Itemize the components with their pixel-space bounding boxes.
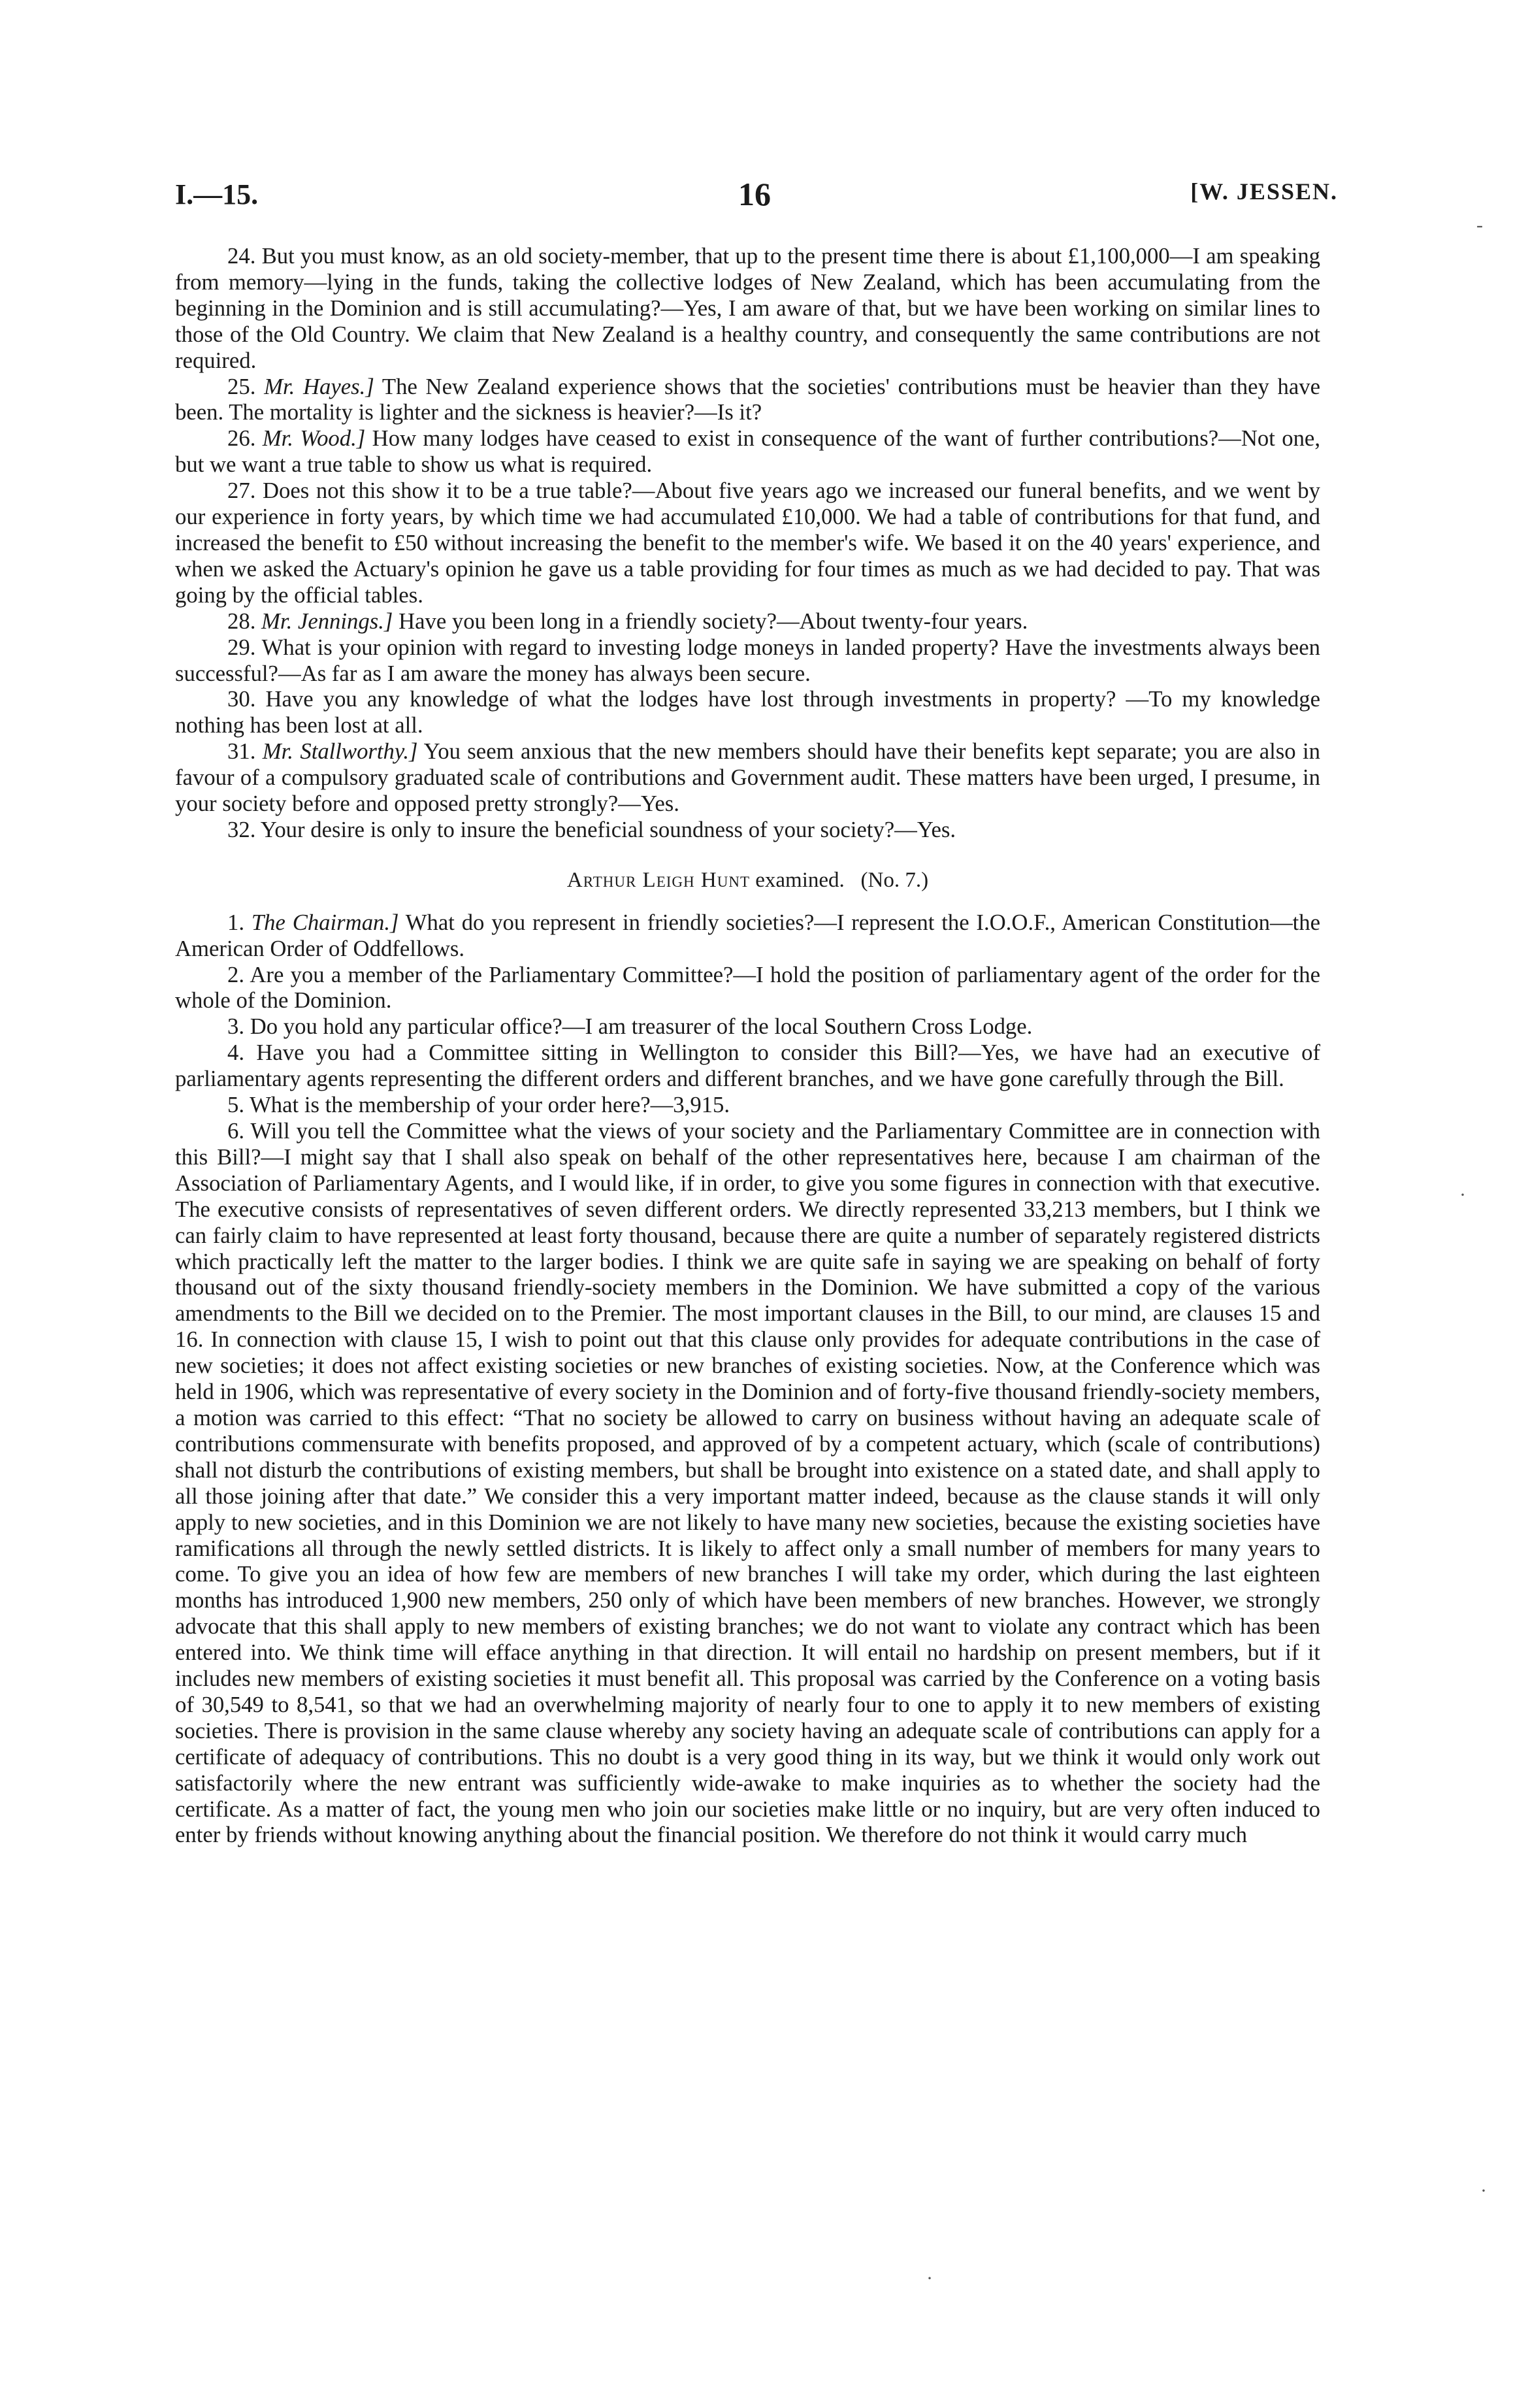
witness-number: (No. 7.) xyxy=(860,868,929,892)
question-paragraph-25: 25. Mr. Hayes.] The New Zealand experience shows that the societies' contributions must be heavier than they have been. The mortality is lighter and the sickness is heavier?—Is it? xyxy=(175,373,1321,425)
speaker-name: Mr. Stallworthy.] xyxy=(262,738,418,765)
page-number: 16 xyxy=(738,176,771,212)
question-paragraph-29: 29. What is your opinion with regard to investing lodge moneys in landed property? Have the investments always been successful?—As far as I am aware the money has always been secure. xyxy=(175,634,1321,686)
scan-speck: · xyxy=(1480,2180,1487,2202)
question-paragraph-4: 4. Have you had a Committee sitting in Wellington to consider this Bill?—Yes, we have had an executive of parliamentary agents representing the different orders and different branches, and we have gone carefully through the Bill. xyxy=(175,1040,1320,1092)
speaker-name: Mr. Wood.] xyxy=(262,425,366,452)
question-paragraph-27: 27. Does not this show it to be a true table?—About five years ago we increased our funeral benefits, and we went by our experience in forty years, by which time we had accumulated £10,000. We had a table of contributions for that fund, and increased the benefit to £50 without increasing the benefit to the member's wife. We based it on the 40 years' experience, and when we asked the Actuary's opinion he gave us a table providing for four times as much as we had decided to pay. That was going by the official tables. xyxy=(175,478,1320,608)
witness-name-header: [W. JESSEN. xyxy=(1190,178,1338,205)
question-paragraph-24: 24. But you must know, as an old society-member, that up to the present time there is about £1,100,000—I am speaking from memory—lying in the funds, taking the collective lodges of New Zealand, which has been accumulating from the beginning in the Dominion and is still accumulating?—Yes, I am aware of that, but we have been working on similar lines to those of the Old Country. We claim that New Zealand is a healthy country, and consequently the same contributions are not required. xyxy=(175,243,1321,373)
question-paragraph-26: 26. Mr. Wood.] How many lodges have ceased to exist in consequence of the want of further contributions?—Not one, but we want a true table to show us what is required. xyxy=(175,425,1321,478)
document-body xyxy=(175,243,1320,1848)
running-header xyxy=(175,167,1338,220)
section-heading: Arthur Leigh Hunt examined. (No. 7.) xyxy=(566,868,929,892)
question-paragraph-31: 31. Mr. Stallworthy.] You seem anxious that the new members should have their benefits kept separate; you are also in favour of a compulsory graduated scale of contributions and Government audit. These matters have been urged, I presume, in your society before and opposed pretty strongly?—Yes. xyxy=(175,738,1321,817)
paper-reference: I.—15. xyxy=(175,178,259,210)
scan-speck: · xyxy=(926,2268,933,2289)
question-paragraph-5: 5. What is the membership of your order here?—3,915. xyxy=(227,1092,730,1118)
question-paragraph-32: 32. Your desire is only to insure the beneficial soundness of your society?—Yes. xyxy=(227,816,956,842)
question-paragraph-2: 2. Are you a member of the Parliamentary Committee?—I hold the position of parliamentary agent of the order for the whole of the Dominion. xyxy=(175,961,1320,1014)
question-paragraph-30: 30. Have you any knowledge of what the lodges have lost through investments in property? —To my knowledge nothing has been lost at all. xyxy=(175,686,1321,738)
scan-speck: - xyxy=(1476,214,1483,236)
speaker-name: Mr. Hayes.] xyxy=(264,373,374,399)
question-paragraph-3: 3. Do you hold any particular office?—I am treasurer of the local Southern Cross Lodge. xyxy=(227,1014,1033,1040)
scan-speck: · xyxy=(1459,1184,1466,1206)
speaker-name: The Chairman.] xyxy=(251,909,399,935)
question-paragraph-28: 28. Mr. Jennings.] Have you been long in a friendly society?—About twenty-four years. xyxy=(227,608,1028,634)
witness-name: Arthur Leigh Hunt xyxy=(566,868,750,892)
question-paragraph-1: 1. The Chairman.] What do you represent in friendly societies?—I represent the I.O.O.F., American Constitution—the American Order of Oddfellows. xyxy=(175,909,1321,961)
question-paragraph-6: 6. Will you tell the Committee what the views of your society and the Parliamentary Committee are in connection with this Bill?—I might say that I shall also speak on behalf of the other representatives here, because I am chairman of the Association of Parliamentary Agents, and I would like, if in order, to give you some figures in connection with that executive. The executive consists of representatives of seven different orders. We directly represented 33,213 members, but I think we can fairly claim to have represented at least forty thousand, because there are quite a number of separately registered districts which practically left the matter to the larger bodies. I think we are quite safe in saying we are speaking on behalf of forty thousand out of the sixty thousand friendly-society members in the Dominion. We have submitted a copy of the various amendments to the Bill we decided on to the Premier. The most important clauses in the Bill, to our mind, are clauses 15 and 16. In connection with clause 15, I wish to point out that this clause only provides for adequate contributions in the case of new societies; it does not affect existing societies or new branches of existing societies. Now, at the Conference which was held in 1906, which was representative of every society in the Dominion and of forty-five thousand friendly-society members, a motion was carried to this effect: “That no society be allowed to carry on business without having an adequate scale of contributions commensurate with benefits proposed, and approved of by a competent actuary, which (scale of contributions) shall not disturb the contributions of existing members, but shall be brought into existence on a stated date, and shall apply to all those joining after that date.” We consider this a very important matter indeed, because as the clause stands it will only apply to new societies, and in this Dominion we are not likely to have many new societies, because the existing societies have ramifications all through the newly settled districts. It is likely to affect only a small number of members for many years to come. To give you an idea of how few are members of new branches I will take my order, which during the last eighteen months has introduced 1,900 new members, 250 only of which have been members of new branches. However, we strongly advocate that this shall apply to new members of existing branches; we do not want to violate any contract which has been entered into. We think time will efface anything in that direction. It will entail no hardship on present members, but if it includes new members of existing societies it must benefit all. This proposal was carried by the Conference on a voting basis of 30,549 to 8,541, so that we had an overwhelming majority of nearly four to one to apply it to new members of existing societies. There is provision in the same clause whereby any society having an adequate scale of contributions can apply for a certificate of adequacy of contributions. This no doubt is a very good thing in its way, but we think it would only work out satisfactorily where the new entrant was sufficiently wide-awake to make inquiries as to whether the society had the certificate. As a matter of fact, the young men who join our societies make little or no inquiry, but are very often induced to enter by friends without knowing anything about the financial position. We therefore do not think it would carry much xyxy=(175,1118,1320,1848)
speaker-name: Mr. Jennings.] xyxy=(261,608,393,634)
